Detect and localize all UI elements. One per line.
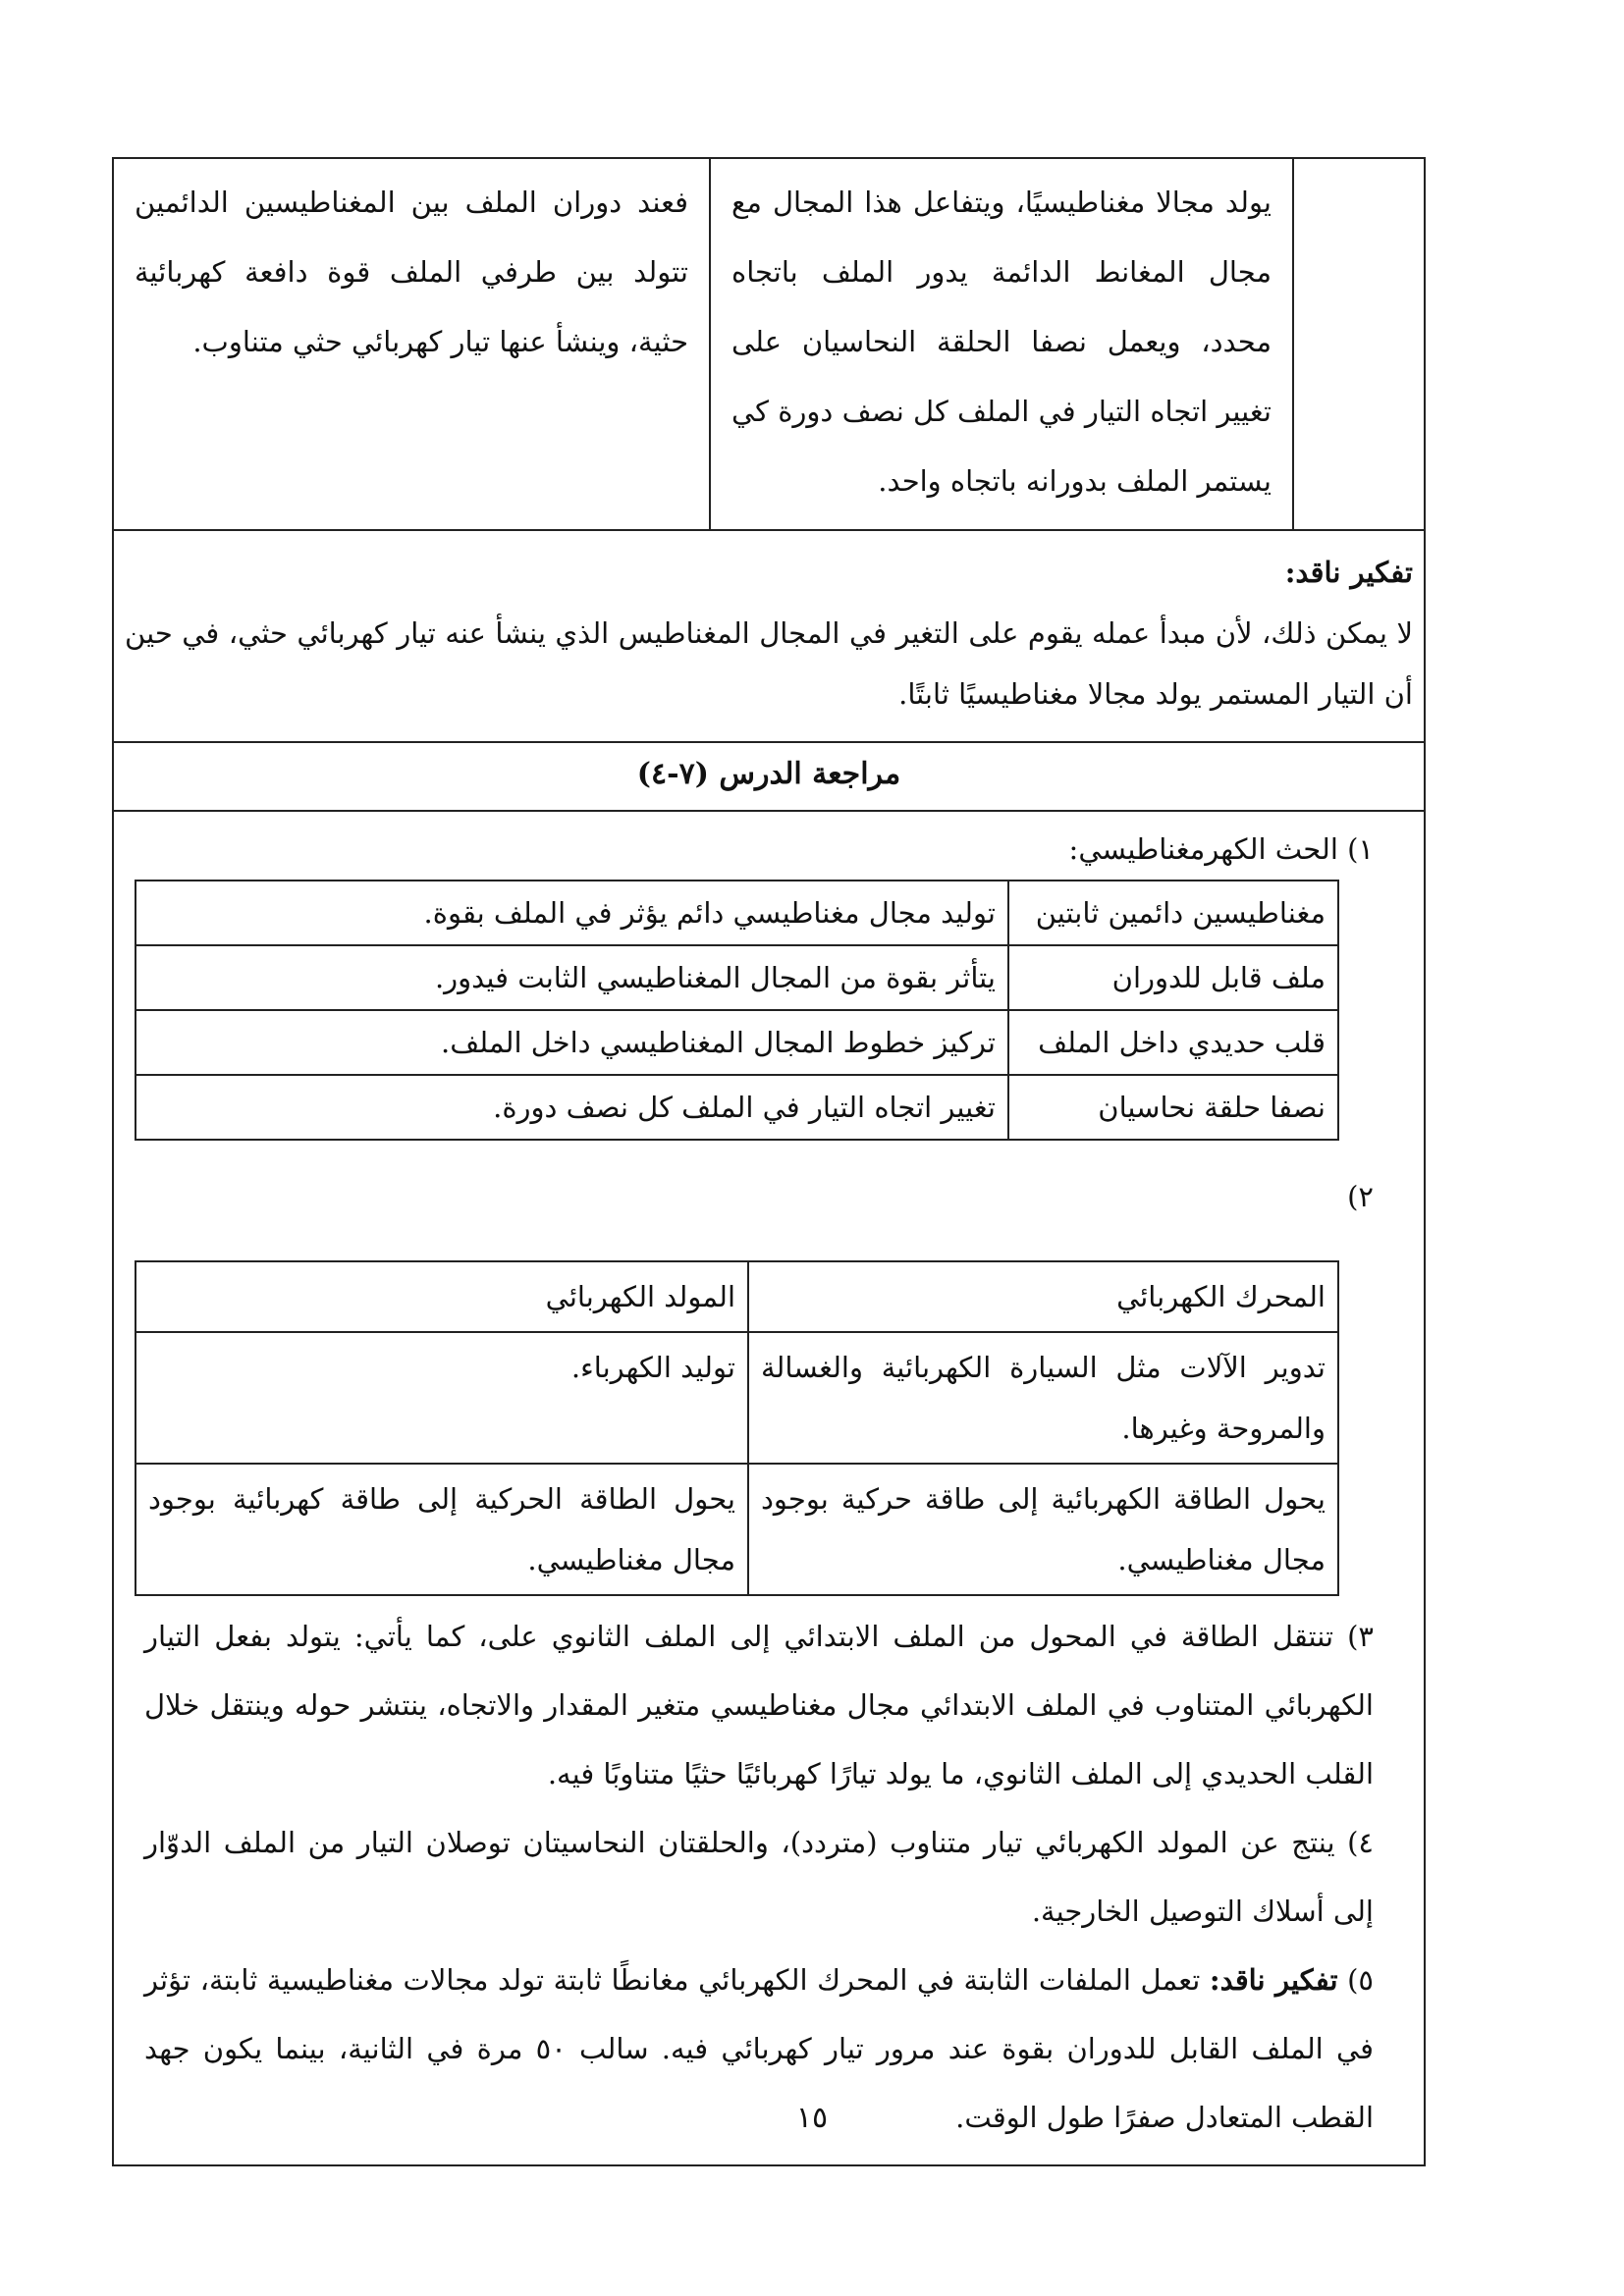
critical-thinking-row [113, 530, 1425, 742]
question-1-label: ١) الحث الكهرمغناطيسي: [1068, 832, 1374, 866]
generator-explanation-cell [113, 158, 710, 530]
row-number-cell [1293, 158, 1425, 530]
motor-header: المحرك الكهربائي [748, 1261, 1338, 1332]
table-row [113, 158, 1425, 530]
function-cell: تغيير اتجاه التيار في الملف كل نصف دورة. [135, 1075, 1008, 1140]
part-cell: ملف قابل للدوران [1008, 945, 1338, 1010]
question-3-text: ٣) تنتقل الطاقة في المحول من الملف الابتدائي إلى الملف الثانوي على، كما يأتي: يتولد بفعل التيار الكهربائي المتناوب في الملف الابتدائي مجال مغناطيسي متغير المقدار والاتجاه، ينتشر حوله وينتقل خلال القلب الحديدي إلى الملف الثانوي، ما يولد تيارًا كهربائيًا حثيًا متناوبًا فيه. [144, 1620, 1374, 1790]
generator-cell: توليد الكهرباء. [135, 1332, 748, 1464]
review-answers-row [113, 811, 1425, 2165]
part-cell: قلب حديدي داخل الملف [1008, 1010, 1338, 1075]
table-row [135, 1332, 1338, 1464]
table-row [135, 1464, 1338, 1595]
review-title: مراجعة الدرس (٧-٤) [113, 742, 1425, 811]
table-row [135, 881, 1338, 945]
motor-cell: يحول الطاقة الكهربائية إلى طاقة حركية بوجود مجال مغناطيسي. [748, 1464, 1338, 1595]
question-5-number: ٥) [1347, 1963, 1374, 1997]
table-row [135, 1075, 1338, 1140]
question-2-label: ٢) [1347, 1180, 1374, 1213]
question-5-text: تعمل الملفات الثابتة في المحرك الكهربائي مغانطًا ثابتة تولد مجالات مغناطيسية ثابتة، تؤثر في الملف القابل للدوران بقوة عند مرور تيار كهربائي فيه. سالب ٥٠ مرة في الثانية، بينما يكون جهد القطب المتعادل صفرًا طول الوقت. [144, 1963, 1375, 2134]
function-cell: تركيز خطوط المجال المغناطيسي داخل الملف. [135, 1010, 1008, 1075]
critical-thinking-text: لا يمكن ذلك، لأن مبدأ عمله يقوم على التغير في المجال المغناطيس الذي ينشأ عنه تيار كهربائي حثي، في حين أن التيار المستمر يولد مجالا مغناطيسيًا ثابتًا. [125, 616, 1413, 711]
generator-header: المولد الكهربائي [135, 1261, 748, 1332]
motor-explanation-text: يولد مجالا مغناطيسيًا، ويتفاعل هذا المجال مع مجال المغانط الدائمة يدور الملف باتجاه محدد، ويعمل نصفا الحلقة النحاسيان على تغيير اتجاه التيار في الملف كل نصف دورة كي يستمر الملف بدورانه باتجاه واحد. [731, 186, 1272, 498]
review-answers-cell [113, 811, 1425, 2165]
function-cell: يتأثر بقوة من المجال المغناطيسي الثابت فيدور. [135, 945, 1008, 1010]
generator-cell: يحول الطاقة الحركية إلى طاقة كهربائية بوجود مجال مغناطيسي. [135, 1464, 748, 1595]
part-cell: نصفا حلقة نحاسيان [1008, 1075, 1338, 1140]
question-5-label: تفكير ناقد: [1209, 1963, 1338, 1997]
motor-cell: تدوير الآلات مثل السيارة الكهربائية والغسالة والمروحة وغيرها. [748, 1332, 1338, 1464]
page-number: ١٥ [795, 2101, 829, 2135]
answers-table [112, 157, 1426, 2166]
question-2-table [135, 1260, 1339, 1596]
table-header-row [135, 1261, 1338, 1332]
question-4-text: ٤) ينتج عن المولد الكهربائي تيار متناوب (متردد)، والحلقتان النحاسيتان توصلان التيار من الملف الدوّار إلى أسلاك التوصيل الخارجية. [144, 1826, 1374, 1928]
question-1-table [135, 880, 1339, 1141]
answer-page [123, 157, 1426, 2166]
critical-thinking-cell [113, 530, 1425, 742]
review-title-row [113, 742, 1425, 811]
part-cell: مغناطيسين دائمين ثابتين [1008, 881, 1338, 945]
function-cell: توليد مجال مغناطيسي دائم يؤثر في الملف بقوة. [135, 881, 1008, 945]
critical-thinking-label: تفكير ناقد: [1284, 556, 1413, 589]
table-row [135, 1010, 1338, 1075]
table-row [135, 945, 1338, 1010]
generator-explanation-text: فعند دوران الملف بين المغناطيسين الدائمين تتولد بين طرفي الملف قوة دافعة كهربائية حثية، وينشأ عنها تيار كهربائي حثي متناوب. [135, 186, 688, 358]
motor-explanation-cell [710, 158, 1293, 530]
